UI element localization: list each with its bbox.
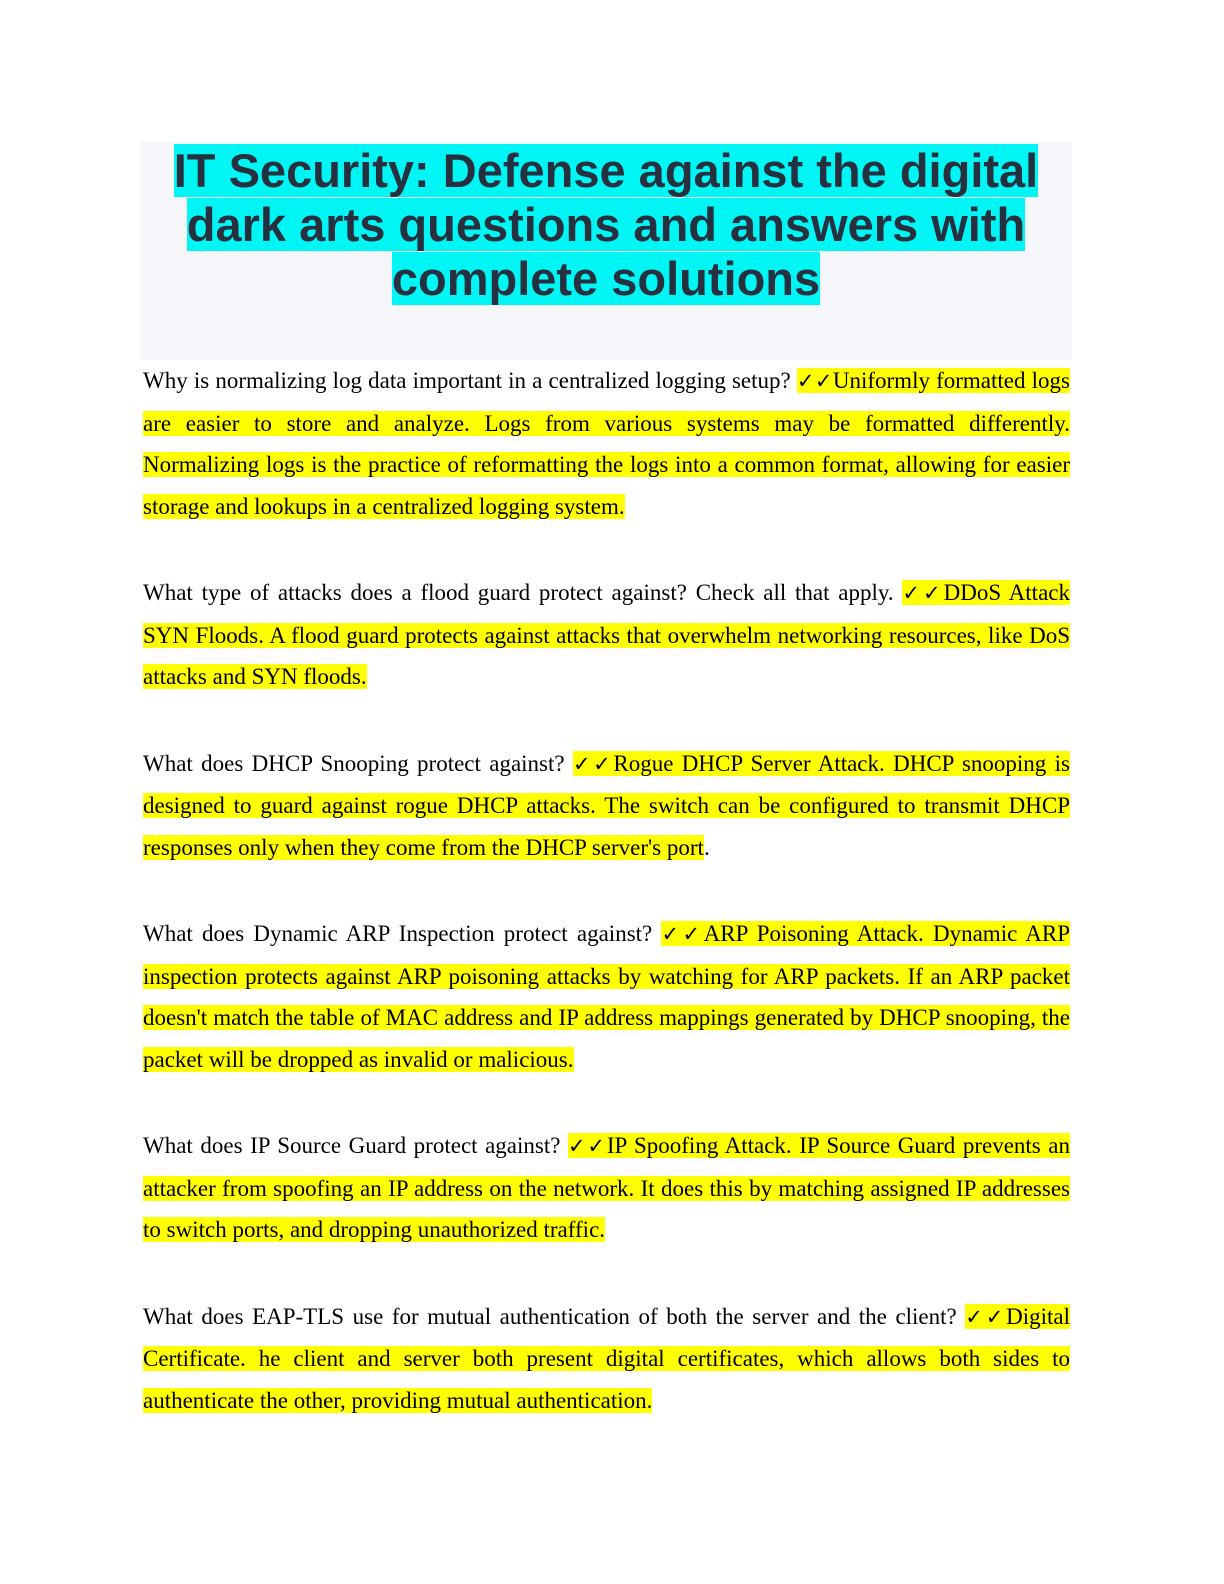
answer-text: IP Spoofing Attack. IP Source Guard prevents an attacker from spoofing an IP address on the network. It does this by matching assigned IP addresses to switch ports, and dropping unauthorized traffic. (143, 1133, 1071, 1242)
qa-item-2 (143, 572, 1070, 698)
question-text: What does Dynamic ARP Inspection protect against? (143, 921, 662, 946)
answer-trailing: . (703, 834, 710, 860)
double-check-icon: ✓✓ (661, 922, 704, 946)
question-text: What type of attacks does a flood guard protect against? Check all that apply. (143, 580, 903, 605)
qa-list (143, 360, 1070, 1421)
qa-item-6 (143, 1296, 1070, 1422)
double-check-icon: ✓✓ (572, 751, 614, 776)
double-check-icon: ✓✓ (902, 581, 944, 605)
question-text: What does DHCP Snooping protect against? (143, 750, 573, 776)
answer-text: Rogue DHCP Server Attack. DHCP snooping is designed to guard against rogue DHCP attacks. The switch can be configured to transmit DHCP responses only when they come from the DHCP server's port (143, 750, 1070, 860)
double-check-icon: ✓✓ (965, 1304, 1007, 1329)
question-text: What does IP Source Guard protect against? (143, 1133, 569, 1158)
qa-item-5 (143, 1125, 1070, 1251)
answer-text: Digital Certificate. he client and server both present digital certificates, which allows both sides to authenticate the other, providing mutual authentication. (143, 1303, 1070, 1413)
question-text: What does EAP-TLS use for mutual authentication of both the server and the client? (143, 1303, 966, 1329)
answer-text: DDoS Attack SYN Floods. A flood guard protects against attacks that overwhelm networking resources, like DoS attacks and SYN floods. (143, 580, 1070, 689)
page-title-text: IT Security: Defense against the digital dark arts questions and answers with complete solutions (173, 144, 1039, 305)
qa-item-3 (143, 743, 1070, 869)
answer-text: ARP Poisoning Attack. Dynamic ARP inspection protects against ARP poisoning attacks by watching for ARP packets. If an ARP packet doesn't match the table of MAC address and IP address mappings generated by DHCP snooping, the packet will be dropped as invalid or malicious. (143, 921, 1070, 1072)
question-text: Why is normalizing log data important in a centralized logging setup? (143, 368, 797, 393)
qa-item-4 (143, 913, 1070, 1080)
double-check-icon: ✓✓ (796, 369, 833, 393)
qa-item-1 (143, 360, 1070, 527)
answer-text: Uniformly formatted logs are easier to store and analyze. Logs from various systems may be formatted differently. Normalizing logs is the practice of reformatting the logs into a common format, allowing for easier storage and lookups in a centralized logging system. (143, 368, 1070, 519)
page-title (140, 144, 1072, 306)
double-check-icon: ✓✓ (568, 1134, 607, 1158)
title-block (140, 142, 1072, 360)
